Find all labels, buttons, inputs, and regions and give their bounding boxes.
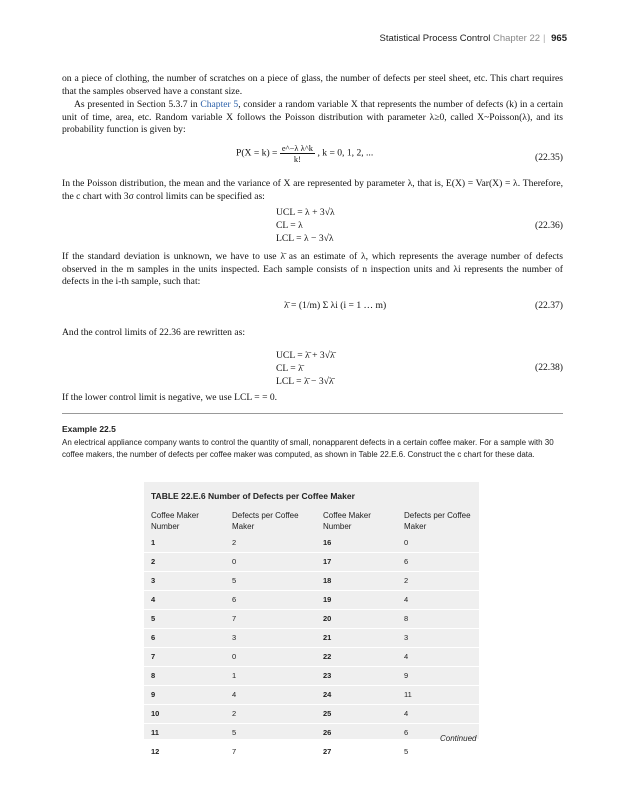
table-cell: 4	[404, 652, 409, 661]
chapter-5-link[interactable]: Chapter 5	[200, 99, 239, 110]
table-cell: 1	[151, 538, 156, 547]
eq4-ucl: UCL = λ̄ + 3√λ̄	[276, 350, 335, 361]
table-cell: 8	[151, 671, 156, 680]
table-cell: 6	[151, 633, 156, 642]
table-cell: 5	[404, 747, 409, 756]
paragraph-2-post: , consider a random variable X that represents the number of defects (k) in a certain unit of time, area, etc. Random variable X follows the Poisson distribution with parameter λ≥0, called X~Poisson(λ), and its probability function is given by:	[62, 99, 563, 136]
equation-22-35	[236, 143, 373, 164]
eq1-lhs: P(X = k) =	[236, 147, 278, 159]
table-cell: 3	[232, 633, 237, 642]
table-row	[144, 742, 479, 762]
table-header-1: Coffee Maker Number	[151, 511, 199, 531]
table-cell: 25	[323, 709, 332, 718]
eq2-ucl: UCL = λ + 3√λ	[276, 207, 335, 218]
table-cell: 5	[232, 576, 237, 585]
paragraph-5: And the control limits of 22.36 are rewritten as:	[62, 327, 246, 338]
example-divider	[62, 413, 563, 414]
equation-22-38	[276, 349, 335, 388]
table-cell: 27	[323, 747, 332, 756]
table-row	[144, 590, 479, 610]
table-cell: 7	[232, 614, 237, 623]
table-cell: 4	[404, 595, 409, 604]
running-header: Statistical Process Control Chapter 22 | 965	[379, 33, 567, 44]
table-row	[144, 533, 479, 553]
paragraph-3: In the Poisson distribution, the mean and the variance of X are represented by parameter λ, that is, E(X) = Var(X) = λ. Therefore, the c chart with 3σ control limits can be specified as:	[62, 178, 563, 202]
table-cell: 19	[323, 595, 332, 604]
paragraph-2-pre: As presented in Section 5.3.7 in	[74, 99, 201, 110]
eq1-numerator: e^−λ λ^k	[281, 143, 314, 153]
table-cell: 6	[232, 595, 237, 604]
header-chapter: Chapter	[493, 33, 527, 44]
table-row	[144, 685, 479, 705]
table-cell: 12	[151, 747, 160, 756]
table-cell: 5	[232, 728, 237, 737]
table-cell: 2	[404, 576, 409, 585]
eq1-denominator: k!	[293, 154, 301, 164]
eq2-cl: CL = λ	[276, 220, 303, 231]
table-cell: 21	[323, 633, 332, 642]
table-header-3: Coffee Maker Number	[323, 511, 371, 531]
table-cell: 0	[232, 652, 237, 661]
table-cell: 2	[151, 557, 156, 566]
table-row	[144, 571, 479, 591]
table-caption: TABLE 22.E.6 Number of Defects per Coffee Maker	[151, 491, 355, 501]
eq1-fraction	[280, 143, 315, 164]
paragraph-2	[62, 99, 563, 137]
table-row	[144, 552, 479, 572]
table-row	[144, 628, 479, 648]
equation-22-37: λ̄ = (1/m) Σ λi (i = 1 … m)	[284, 300, 387, 311]
table-cell: 6	[404, 728, 409, 737]
eq1-rhs: , k = 0, 1, 2, ...	[317, 147, 374, 159]
example-text: An electrical appliance company wants to control the quantity of small, nonapparent defects in a certain coffee maker. For a sample with 30 coffee makers, the number of defects per coffee maker was computed, as shown in Table 22.E.6. Construct the c chart for these data.	[62, 438, 554, 459]
table-cell: 4	[232, 690, 237, 699]
eq3-label: (22.37)	[535, 300, 563, 311]
header-chapter-num: 22	[529, 33, 541, 44]
table-cell: 6	[404, 557, 409, 566]
eq2-lcl: LCL = λ − 3√λ	[276, 233, 334, 244]
eq4-label: (22.38)	[535, 362, 563, 373]
table-cell: 20	[323, 614, 332, 623]
table-cell: 5	[151, 614, 156, 623]
paragraph-6: If the lower control limit is negative, we use LCL = = 0.	[62, 392, 278, 403]
table-row	[144, 666, 479, 686]
table-cell: 22	[323, 652, 332, 661]
table-row	[144, 704, 479, 724]
table-cell: 2	[232, 709, 237, 718]
table-cell: 9	[151, 690, 156, 699]
table-cell: 9	[404, 671, 409, 680]
table-cell: 16	[323, 538, 332, 547]
table-cell: 7	[151, 652, 156, 661]
table-cell: 0	[232, 557, 237, 566]
table-cell: 4	[151, 595, 156, 604]
equation-22-36	[276, 206, 335, 245]
table-cell: 26	[323, 728, 332, 737]
paragraph-1: on a piece of clothing, the number of scratches on a piece of glass, the number of defects per steel sheet, etc. This chart requires that the samples observed have a constant size.	[62, 73, 563, 97]
continued-note: Continued	[440, 734, 477, 743]
table-cell: 11	[151, 728, 159, 737]
table-cell: 8	[404, 614, 409, 623]
eq2-label: (22.36)	[535, 220, 563, 231]
table-cell: 2	[232, 538, 237, 547]
table-cell: 4	[404, 709, 409, 718]
eq4-lcl: LCL = λ̄ − 3√λ̄	[276, 376, 334, 387]
table-header-2: Defects per Coffee Maker	[232, 511, 299, 531]
eq4-cl: CL = λ̄	[276, 363, 303, 374]
table-row	[144, 609, 479, 629]
table-cell: 23	[323, 671, 332, 680]
table-cell: 24	[323, 690, 332, 699]
eq1-label: (22.35)	[535, 152, 563, 163]
table-cell: 7	[232, 747, 237, 756]
table-cell: 1	[232, 671, 237, 680]
example-title: Example 22.5	[62, 424, 116, 434]
table-cell: 3	[404, 633, 409, 642]
table-cell: 17	[323, 557, 332, 566]
page-number: 965	[551, 33, 567, 44]
header-section: Statistical Process Control	[379, 33, 491, 44]
paragraph-4: If the standard deviation is unknown, we have to use λ̄ as an estimate of λ, which represents the average number of defects observed in the m samples in the units inspected. Each sample consists of n inspection units and λi represents the number of defects in the i-th sample, such that:	[62, 251, 563, 288]
table-cell: 10	[151, 709, 160, 718]
table-cell: 11	[404, 690, 412, 699]
table-row	[144, 647, 479, 667]
table-cell: 18	[323, 576, 332, 585]
table-row	[144, 723, 479, 743]
defects-table	[144, 482, 479, 756]
table-cell: 3	[151, 576, 156, 585]
table-cell: 0	[404, 538, 409, 547]
table-header-4: Defects per Coffee Maker	[404, 511, 471, 531]
